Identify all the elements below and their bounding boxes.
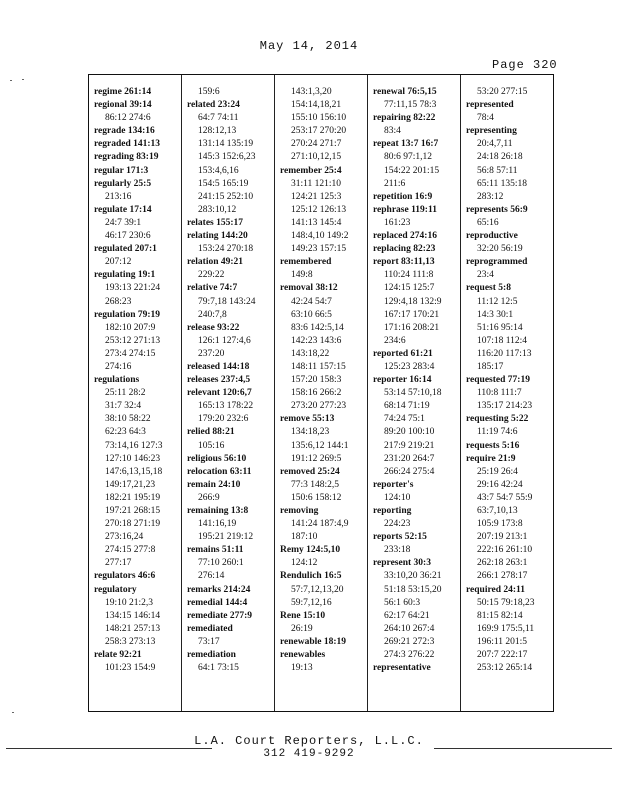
index-page-refs: 105:16 xyxy=(198,440,225,451)
index-term: regulated 207:1 xyxy=(94,244,157,255)
index-term: reported 61:21 xyxy=(373,348,433,359)
index-page-refs: 193:13 221:24 xyxy=(105,283,161,294)
index-page-refs: 134:15 146:14 xyxy=(105,610,161,621)
index-page-refs: 62:23 64:3 xyxy=(105,427,146,438)
index-term: regrade 134:16 xyxy=(94,126,155,137)
index-term: regular 171:3 xyxy=(94,165,149,176)
index-page-refs: 182:21 195:19 xyxy=(105,492,161,503)
index-term: regularly 25:5 xyxy=(94,178,152,189)
index-page-refs: 157:20 158:3 xyxy=(291,375,342,386)
index-term: regime 261:14 xyxy=(94,87,152,97)
index-page-refs: 148:4,10 149:2 xyxy=(291,231,349,242)
index-page-refs: 273:20 277:23 xyxy=(291,401,347,412)
index-page-refs: 207:19 213:1 xyxy=(477,532,528,543)
index-page-refs: 124:15 125:7 xyxy=(384,283,435,294)
index-page-refs: 125:12 126:13 xyxy=(291,204,347,215)
index-page-refs: 127:10 146:23 xyxy=(105,453,161,464)
index-term: releases 237:4,5 xyxy=(187,375,251,386)
index-term: release 93:22 xyxy=(187,322,240,333)
index-term: repairing 82:22 xyxy=(373,113,436,124)
index-page-refs: 213:16 xyxy=(105,191,132,202)
index-term: remediation xyxy=(187,650,236,661)
index-page-refs: 171:16 208:21 xyxy=(384,322,440,333)
index-term: reporter's xyxy=(373,479,414,490)
index-page-refs: 79:7,18 143:24 xyxy=(198,296,256,307)
index-page-refs: 141:16,19 xyxy=(198,519,237,530)
index-page-refs: 31:11 121:10 xyxy=(291,178,342,189)
index-page-refs: 274:3 276:22 xyxy=(384,650,435,661)
index-term: repetition 16:9 xyxy=(373,191,433,202)
index-page-refs: 14:3 30:1 xyxy=(477,309,514,320)
index-term: renewal 76:5,15 xyxy=(373,87,437,97)
index-page-refs: 125:23 283:4 xyxy=(384,361,435,372)
index-page-refs: 169:9 175:5,11 xyxy=(477,623,535,634)
page-number: Page 320 xyxy=(492,58,558,72)
index-page-refs: 20:4,7,11 xyxy=(477,139,513,150)
index-term: reports 52:15 xyxy=(373,532,427,543)
index-page-refs: 26:19 xyxy=(291,623,313,634)
index-page-refs: 51:18 53:15,20 xyxy=(384,584,442,595)
scan-speck xyxy=(12,712,14,713)
index-page-refs: 129:4,18 132:9 xyxy=(384,296,442,307)
index-page-refs: 46:17 230:6 xyxy=(105,231,151,242)
index-column-3 xyxy=(280,86,372,675)
index-column-1 xyxy=(94,86,186,675)
index-term: remediate 277:9 xyxy=(187,610,252,621)
index-page-refs: 224:23 xyxy=(384,519,411,530)
index-term: relevant 120:6,7 xyxy=(187,388,252,399)
index-page-refs: 51:16 95:14 xyxy=(477,322,523,333)
index-frame xyxy=(88,74,554,712)
index-page-refs: 56:1 60:3 xyxy=(384,597,421,608)
index-page-refs: 135:6,12 144:1 xyxy=(291,440,349,451)
index-column-5 xyxy=(466,86,558,675)
index-page-refs: 253:12 271:13 xyxy=(105,335,161,346)
index-page-refs: 271:10,12,15 xyxy=(291,152,342,163)
index-page-refs: 269:21 272:3 xyxy=(384,636,435,647)
index-page-refs: 59:7,12,16 xyxy=(291,597,332,608)
index-page-refs: 233:18 xyxy=(384,545,411,556)
index-page-refs: 77:3 148:2,5 xyxy=(291,479,340,490)
index-term: regulations xyxy=(94,375,140,386)
index-term: reporting xyxy=(373,506,412,516)
index-page-refs: 11:19 74:6 xyxy=(477,427,518,438)
index-term: remarks 214:24 xyxy=(187,584,251,595)
index-page-refs: 158:16 266:2 xyxy=(291,388,342,399)
index-column-2 xyxy=(187,86,279,675)
index-page-refs: 182:10 207:9 xyxy=(105,322,156,333)
index-page-refs: 43:7 54:7 55:9 xyxy=(477,492,533,503)
index-page-refs: 266:24 275:4 xyxy=(384,466,435,477)
index-term: relied 88:21 xyxy=(187,427,235,438)
index-page-refs: 25:19 26:4 xyxy=(477,466,518,477)
index-page-refs: 266:1 278:17 xyxy=(477,571,528,582)
index-term: relating 144:20 xyxy=(187,231,248,242)
index-term: regulation 79:19 xyxy=(94,309,161,320)
index-page-refs: 116:20 117:13 xyxy=(477,348,532,359)
index-page-refs: 274:16 xyxy=(105,361,132,372)
index-page-refs: 11:12 12:5 xyxy=(477,296,518,307)
index-term: related 23:24 xyxy=(187,100,240,111)
index-page-refs: 229:22 xyxy=(198,270,225,281)
index-page-refs: 65:16 xyxy=(477,217,499,228)
index-term: relocation 63:11 xyxy=(187,466,252,477)
index-term: remedial 144:4 xyxy=(187,597,248,608)
index-term: Rendulich 16:5 xyxy=(280,571,342,582)
index-page-refs: 141:13 145:4 xyxy=(291,217,342,228)
index-term: removal 38:12 xyxy=(280,283,338,294)
index-page-refs: 143:18,22 xyxy=(291,348,330,359)
index-page-refs: 77:11,15 78:3 xyxy=(384,100,437,111)
index-page-refs: 207:12 xyxy=(105,257,132,268)
index-term: remember 25:4 xyxy=(280,165,342,176)
index-page-refs: 24:7 39:1 xyxy=(105,217,142,228)
index-page-refs: 268:23 xyxy=(105,296,132,307)
index-page-refs: 53:20 277:15 xyxy=(477,87,528,97)
index-term: reprogrammed xyxy=(466,257,528,268)
index-term: replacing 82:23 xyxy=(373,244,436,255)
index-page-refs: 78:4 xyxy=(477,113,494,124)
index-page-refs: 231:20 264:7 xyxy=(384,453,435,464)
index-term: released 144:18 xyxy=(187,361,250,372)
index-page-refs: 128:12,13 xyxy=(198,126,237,137)
index-term: renewable 18:19 xyxy=(280,636,347,647)
index-term: relation 49:21 xyxy=(187,257,244,268)
index-page-refs: 124:21 125:3 xyxy=(291,191,342,202)
index-page-refs: 273:16,24 xyxy=(105,532,144,543)
index-page-refs: 153:24 270:18 xyxy=(198,244,254,255)
index-page-refs: 63:7,10,13 xyxy=(477,506,518,516)
index-page-refs: 161:23 xyxy=(384,217,411,228)
index-page-refs: 143:1,3,20 xyxy=(291,87,332,97)
index-page-refs: 274:15 277:8 xyxy=(105,545,156,556)
index-term: represented xyxy=(466,100,514,111)
index-page-refs: 124:10 xyxy=(384,492,411,503)
index-term: remains 51:11 xyxy=(187,545,244,556)
index-page-refs: 89:20 100:10 xyxy=(384,427,435,438)
index-page-refs: 101:23 154:9 xyxy=(105,663,156,674)
index-term: regional 39:14 xyxy=(94,100,152,111)
index-page-refs: 63:10 66:5 xyxy=(291,309,332,320)
index-page-refs: 211:6 xyxy=(384,178,406,189)
index-page-refs: 148:11 157:15 xyxy=(291,361,346,372)
index-page-refs: 68:14 71:19 xyxy=(384,401,430,412)
index-page-refs: 145:3 152:6,23 xyxy=(198,152,256,163)
index-page-refs: 74:24 75:1 xyxy=(384,414,425,425)
index-page-refs: 124:12 xyxy=(291,558,318,569)
index-page-refs: 29:16 42:24 xyxy=(477,479,523,490)
index-term: regulatory xyxy=(94,584,137,595)
index-page-refs: 105:9 173:8 xyxy=(477,519,523,530)
index-term: required 24:11 xyxy=(466,584,526,595)
index-page-refs: 270:18 271:19 xyxy=(105,519,161,530)
index-page-refs: 196:11 201:5 xyxy=(477,636,528,647)
index-page-refs: 50:15 79:18,23 xyxy=(477,597,535,608)
index-term: regulate 17:14 xyxy=(94,204,152,215)
index-page-refs: 207:7 222:17 xyxy=(477,650,528,661)
index-page-refs: 234:6 xyxy=(384,335,406,346)
index-term: remembered xyxy=(280,257,332,268)
reporter-company: L.A. Court Reporters, L.L.C. xyxy=(194,734,424,748)
index-page-refs: 283:12 xyxy=(477,191,504,202)
index-term: requesting 5:22 xyxy=(466,414,529,425)
index-page-refs: 217:9 219:21 xyxy=(384,440,435,451)
index-page-refs: 154:5 165:19 xyxy=(198,178,249,189)
index-page-refs: 65:11 135:18 xyxy=(477,178,528,189)
index-term: regraded 141:13 xyxy=(94,139,161,150)
index-page-refs: 150:6 158:12 xyxy=(291,492,342,503)
index-term: representative xyxy=(373,663,431,674)
index-page-refs: 195:21 219:12 xyxy=(198,532,254,543)
index-page-refs: 258:3 273:13 xyxy=(105,636,156,647)
index-page-refs: 154:14,18,21 xyxy=(291,100,342,111)
index-term: reproductive xyxy=(466,231,518,242)
index-page-refs: 77:10 260:1 xyxy=(198,558,244,569)
index-page-refs: 237:20 xyxy=(198,348,225,359)
index-page-refs: 73:14,16 127:3 xyxy=(105,440,163,451)
index-page-refs: 264:10 267:4 xyxy=(384,623,435,634)
index-term: removing xyxy=(280,506,319,516)
index-page-refs: 266:9 xyxy=(198,492,220,503)
index-term: relative 74:7 xyxy=(187,283,238,294)
index-page-refs: 165:13 178:22 xyxy=(198,401,254,412)
index-page-refs: 126:1 127:4,6 xyxy=(198,335,251,346)
index-page-refs: 185:17 xyxy=(477,361,504,372)
index-page-refs: 64:1 73:15 xyxy=(198,663,239,674)
index-page-refs: 73:17 xyxy=(198,636,220,647)
index-term: representing xyxy=(466,126,517,137)
index-page-refs: 277:17 xyxy=(105,558,132,569)
index-page-refs: 142:23 143:6 xyxy=(291,335,342,346)
index-page-refs: 134:18,23 xyxy=(291,427,330,438)
index-page-refs: 273:4 274:15 xyxy=(105,348,156,359)
index-page-refs: 149:8 xyxy=(291,270,313,281)
index-page-refs: 241:15 252:10 xyxy=(198,191,254,202)
index-term: religious 56:10 xyxy=(187,453,247,464)
index-term: requests 5:16 xyxy=(466,440,520,451)
scan-speck xyxy=(10,80,12,81)
index-page-refs: 83:6 142:5,14 xyxy=(291,322,344,333)
index-term: reporter 16:14 xyxy=(373,375,432,386)
index-page-refs: 167:17 170:21 xyxy=(384,309,440,320)
index-page-refs: 148:21 257:13 xyxy=(105,623,161,634)
index-term: remediated xyxy=(187,623,233,634)
index-term: remaining 13:8 xyxy=(187,506,249,516)
index-term: requested 77:19 xyxy=(466,375,530,386)
index-page-refs: 25:11 28:2 xyxy=(105,388,146,399)
index-page-refs: 80:6 97:1,12 xyxy=(384,152,433,163)
index-page-refs: 262:18 263:1 xyxy=(477,558,528,569)
index-page-refs: 110:8 111:7 xyxy=(477,388,522,399)
index-page-refs: 155:10 156:10 xyxy=(291,113,347,124)
index-page-refs: 153:4,6,16 xyxy=(198,165,239,176)
index-term: relate 92:21 xyxy=(94,650,142,661)
index-term: regulating 19:1 xyxy=(94,270,156,281)
index-page-refs: 33:10,20 36:21 xyxy=(384,571,442,582)
index-term: remain 24:10 xyxy=(187,479,241,490)
index-page-refs: 131:14 135:19 xyxy=(198,139,254,150)
index-page-refs: 283:10,12 xyxy=(198,204,237,215)
index-page-refs: 253:12 265:14 xyxy=(477,663,533,674)
index-page-refs: 86:12 274:6 xyxy=(105,113,151,124)
index-page-refs: 81:15 82:14 xyxy=(477,610,523,621)
index-page-refs: 191:12 269:5 xyxy=(291,453,342,464)
index-term: report 83:11,13 xyxy=(373,257,435,268)
index-term: remove 55:13 xyxy=(280,414,335,425)
index-page-refs: 187:10 xyxy=(291,532,318,543)
index-page-refs: 57:7,12,13,20 xyxy=(291,584,344,595)
index-page-refs: 240:7,8 xyxy=(198,309,227,320)
index-page-refs: 32:20 56:19 xyxy=(477,244,523,255)
index-page-refs: 42:24 54:7 xyxy=(291,296,332,307)
index-page-refs: 276:14 xyxy=(198,571,225,582)
index-page-refs: 19:10 21:2,3 xyxy=(105,597,154,608)
index-term: represents 56:9 xyxy=(466,204,528,215)
index-page-refs: 23:4 xyxy=(477,270,494,281)
index-term: relates 155:17 xyxy=(187,217,244,228)
transcript-date: May 14, 2014 xyxy=(259,39,359,53)
index-term: Remy 124:5,10 xyxy=(280,545,341,556)
index-term: represent 30:3 xyxy=(373,558,431,569)
index-term: request 5:8 xyxy=(466,283,511,294)
index-page-refs: 64:7 74:11 xyxy=(198,113,239,124)
index-page-refs: 56:8 57:11 xyxy=(477,165,518,176)
index-term: removed 25:24 xyxy=(280,466,340,477)
index-page-refs: 107:18 112:4 xyxy=(477,335,528,346)
index-term: Rene 15:10 xyxy=(280,610,326,621)
index-page-refs: 135:17 214:23 xyxy=(477,401,533,412)
index-page-refs: 38:10 58:22 xyxy=(105,414,151,425)
index-term: rephrase 119:11 xyxy=(373,204,437,215)
index-page-refs: 159:6 xyxy=(198,87,220,97)
index-term: regulators 46:6 xyxy=(94,571,156,582)
index-page-refs: 222:16 261:10 xyxy=(477,545,533,556)
index-term: require 21:9 xyxy=(466,453,516,464)
index-column-4 xyxy=(373,86,465,675)
index-page-refs: 270:24 271:7 xyxy=(291,139,342,150)
index-page-refs: 83:4 xyxy=(384,126,401,137)
reporter-phone: 312 419-9292 xyxy=(263,748,355,760)
index-page-refs: 253:17 270:20 xyxy=(291,126,347,137)
index-page-refs: 149:17,21,23 xyxy=(105,479,156,490)
scan-speck xyxy=(22,79,24,80)
index-page-refs: 154:22 201:15 xyxy=(384,165,440,176)
index-page-refs: 147:6,13,15,18 xyxy=(105,466,163,477)
index-term: repeat 13:7 16:7 xyxy=(373,139,439,150)
index-term: replaced 274:16 xyxy=(373,231,437,242)
index-page-refs: 149:23 157:15 xyxy=(291,244,347,255)
index-term: regrading 83:19 xyxy=(94,152,159,163)
index-page-refs: 110:24 111:8 xyxy=(384,270,434,281)
index-page-refs: 197:21 268:15 xyxy=(105,506,161,516)
index-page-refs: 62:17 64:21 xyxy=(384,610,430,621)
index-page-refs: 179:20 232:6 xyxy=(198,414,249,425)
index-page-refs: 19:13 xyxy=(291,663,313,674)
index-page-refs: 53:14 57:10,18 xyxy=(384,388,442,399)
index-page-refs: 141:24 187:4,9 xyxy=(291,519,349,530)
index-term: renewables xyxy=(280,650,326,661)
index-page-refs: 31:7 32:4 xyxy=(105,401,142,412)
index-page-refs: 24:18 26:18 xyxy=(477,152,523,163)
